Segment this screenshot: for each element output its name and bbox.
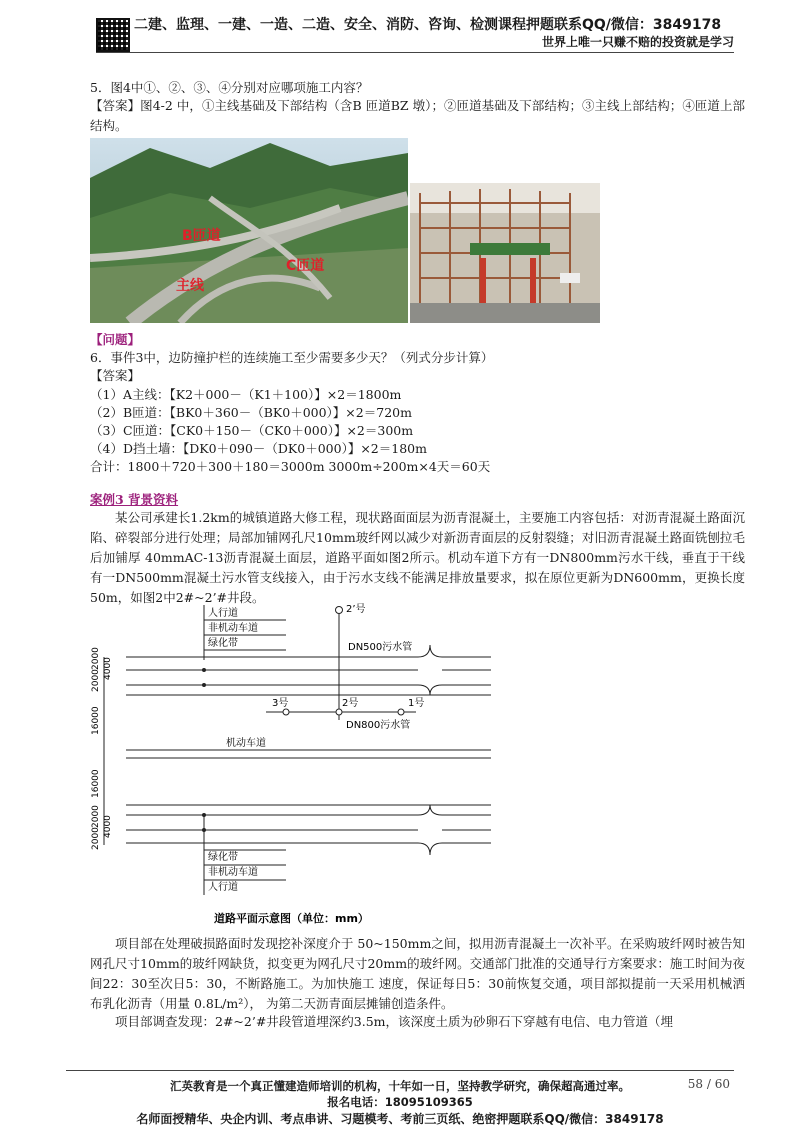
q6-total: 合计：1800＋720＋300＋180＝3000m 3000m÷200m×4天＝60天 [90,459,491,474]
photo-label-c: C匝道 [286,258,325,274]
label-motor-lane: 机动车道 [226,738,266,749]
footer-rule [66,1070,734,1071]
dim-2000-b: 2000 [91,669,101,692]
footer-phone: 报名电话：18095109365 [327,1095,473,1109]
header-slogan: 世界上唯一只赚不赔的投资就是学习 [541,35,734,49]
diagram-caption: 道路平面示意图（单位：mm） [214,912,369,925]
photo-label-b: B匝道 [182,228,221,244]
label-green-belt-bottom: 绿化带 [208,852,238,863]
dim-16000-b: 16000 [91,769,101,798]
label-dn500: DN500污水管 [348,642,413,653]
q6-line-3: （3）C匝道：【CK0＋150－（CK0＋000）】×2＝300m [90,423,414,438]
formwork-photo [410,183,600,323]
qr-code-icon [96,18,130,52]
label-bike-lane-bottom: 非机动车道 [208,867,258,878]
dim-2000-d: 2000 [91,827,101,850]
label-well-3: 3号 [272,698,289,709]
footer-slogan: 汇英教育是一个真正懂建造师培训的机构，十年如一日，坚持教学研究，确保超高通过率。 [170,1079,630,1093]
case3-paragraph-3: 项目部调查发现：2#~2’#井段管道埋深约3.5m，该深度土质为砂卵石下穿越有电信、电力管道（埋 [115,1014,674,1029]
page-number: 58 / 60 [687,1077,730,1091]
dim-4000-a: 4000 [103,657,113,680]
case3-heading: 案例3 背景资料 [90,492,179,507]
dim-2000-c: 2000 [91,805,101,828]
footer-contact: 名师面授精华、央企内训、考点串讲、习题模考、考前三页纸、绝密押题联系QQ/微信：3849178 [136,1112,664,1126]
label-sidewalk-bottom: 人行道 [208,882,238,893]
question-tag: 【问题】 [90,332,141,347]
case3-paragraph-1: 某公司承建长1.2km的城镇道路大修工程，现状路面面层为沥青混凝土，主要施工内容包括：对沥青混凝土路面沉陷、碎裂部分进行处理；局部加铺网孔尺10mm玻纤网以减少对新沥青面层的反射裂缝；对旧沥青混凝土路面铣刨拉毛后加铺厚 40mmAC-13沥青混凝土面层，道路平面如图2所示。机动车道下方有一DN800mm污水干线，垂直于干线有一DN500mm混凝土污水管支线接入，由于污水支线不能满足排放量要求，拟在原位更新为DN600mm，更换长度 50m，如图2中2#~2’#井段。 [90,510,745,605]
label-well-2p: 2’号 [346,604,366,615]
q6-line-1: （1）A主线：【K2＋000－（K1＋100）】×2＝1800m [90,387,402,402]
label-sidewalk-top: 人行道 [208,608,238,619]
photo-label-main: 主线 [176,278,204,294]
label-bike-lane-top: 非机动车道 [208,623,258,634]
label-dn800: DN800污水管 [346,720,411,731]
label-well-2: 2号 [342,698,359,709]
q5-question: 5．图4中①、②、③、④分别对应哪项施工内容？ [90,80,369,95]
q6-line-4: （4）D挡土墙：【DK0＋090－（DK0＋000）】×2＝180m [90,441,427,456]
dim-2000-a: 2000 [91,647,101,670]
dim-4000-b: 4000 [103,815,113,838]
road-plan-diagram [86,600,498,930]
case3-paragraph-2: 项目部在处理破损路面时发现挖补深度介于 50~150mm之间，拟用沥青混凝土一次补平。在采购玻纤网时被告知网孔尺寸10mm的玻纤网缺货，拟变更为网孔尺寸20mm的玻纤网。交通部门批准的交通导行方案要求：施工时间为夜间22：30至次日5：30，不断路施工。为加快施工 速度，保证每日5：30前恢复交通，项目部拟提前一天采用机械洒布乳化沥青（用量 0.8L/m²）， 为第二天沥青面层摊铺创造条件。 [90,936,745,1011]
header-rule [96,52,734,53]
label-well-1: 1号 [408,698,425,709]
q5-answer: 【答案】图4-2 中，①主线基础及下部结构（含B 匝道BZ 墩）；②匝道基础及下部结构；③主线上部结构；④匝道上部结构。 [90,98,745,133]
dim-16000-a: 16000 [91,706,101,735]
interchange-photo [90,138,408,323]
q6-question: 6．事件3中，边防撞护栏的连续施工至少需要多少天？（列式分步计算） [90,350,494,365]
header-contact-line: 二建、监理、一建、一造、二造、安全、消防、咨询、检测课程押题联系QQ/微信：3849178 [134,17,722,33]
q6-answer-tag: 【答案】 [90,368,141,383]
label-green-belt-top: 绿化带 [208,638,238,649]
q6-line-2: （2）B匝道：【BK0＋360－（BK0＋000）】×2＝720m [90,405,412,420]
